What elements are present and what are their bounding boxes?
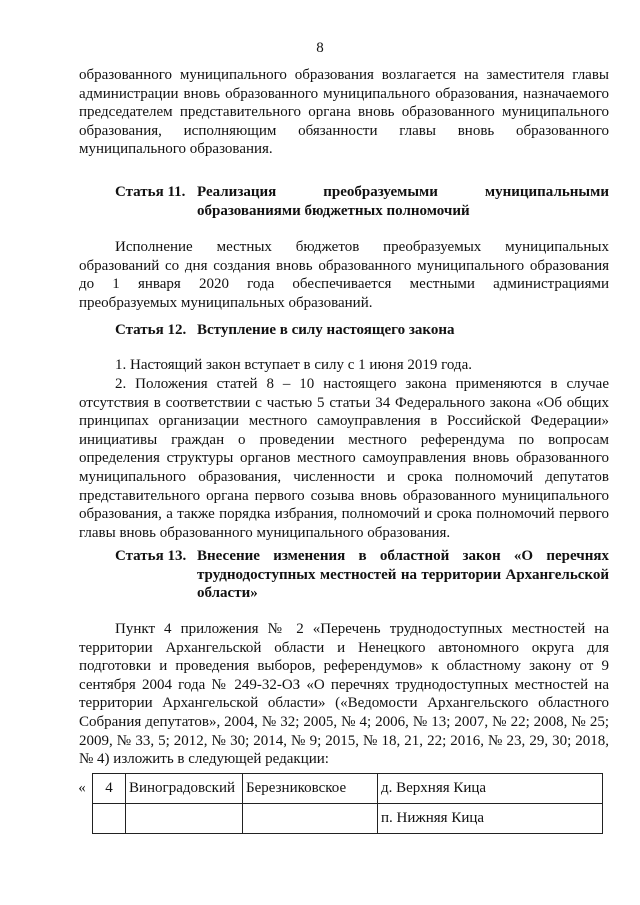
open-quote: « [78, 780, 86, 796]
article-11-heading [79, 183, 609, 220]
article-11-paragraph: Исполнение местных бюджетов преобразуемых муниципальных образований со дня создания вновь образованного муниципального образования до 1 января 2020 года обеспечивается местными администрациями преобразуемых муниципальных образований. [79, 239, 609, 311]
page-number: 8 [316, 40, 324, 56]
article-number: Статья 13. [115, 548, 187, 564]
article-12-paragraph-2: 2. Положения статей 8 – 10 настоящего закона применяются в случае отсутствия в соответствии с частью 5 статьи 34 Федерального закона «Об общих принципах организации местного самоуправления в Российской Федерации» инициативы граждан о проведении местного референдума по вопросам определения структуры органов местного самоуправления вновь образованного муниципального образования, численности и срока полномочий депутатов представительного органа первого созыва вновь образованного муниципального образования, а также порядка избрания, полномочий и срока полномочий первого главы вновь образованного муниципального образования. [79, 376, 609, 541]
locality-cell: п. Нижняя Кица [378, 804, 603, 834]
table-row [72, 774, 603, 804]
locality-cell: д. Верхняя Кица [378, 774, 603, 804]
article-title: Реализация преобразуемыми муниципальными образованиями бюджетных полномочий [197, 184, 609, 219]
localities-table [72, 773, 603, 834]
article-number: Статья 12. [115, 322, 187, 338]
article-title: Внесение изменения в областной закон «О перечнях труднодоступных местностей на территории Архангельской области» [197, 548, 609, 601]
article-title: Вступление в силу настоящего закона [197, 322, 455, 338]
settlement-cell: Березниковское [243, 774, 378, 804]
intro-paragraph: образованного муниципального образования возлагается на заместителя главы администрации вновь образованного муниципального образования, назначаемого председателем представительного органа вновь образованного муниципального образования, исполняющим обязанности главы вновь образованного муниципального образования. [79, 67, 609, 158]
article-12-paragraph-1: 1. Настоящий закон вступает в силу с 1 июня 2019 года. [115, 357, 472, 373]
article-13-heading [79, 547, 609, 603]
row-number-cell: 4 [93, 774, 126, 804]
article-number: Статья 11. [115, 184, 186, 200]
article-12-heading [79, 321, 609, 340]
article-13-paragraph: Пункт 4 приложения № 2 «Перечень труднодоступных местностей на территории Архангельской области и Ненецкого автономного округа для подготовки и проведения выборов, референдумов» к областному закону от 9 сентября 2004 года № 249-32-ОЗ «О перечнях труднодоступных местностей на территории Архангельской области» («Ведомости Архангельского областного Собрания депутатов», 2004, № 32; 2005, № 4; 2006, № 13; 2007, № 22; 2008, № 25; 2009, № 33, 5; 2012, № 30; 2014, № 9; 2015, № 18, 21, 22; 2016, № 23, 29, 30; 2018, № 4) изложить в следующей редакции: [79, 621, 609, 768]
table-row [72, 804, 603, 834]
district-cell: Виноградовский [126, 774, 243, 804]
